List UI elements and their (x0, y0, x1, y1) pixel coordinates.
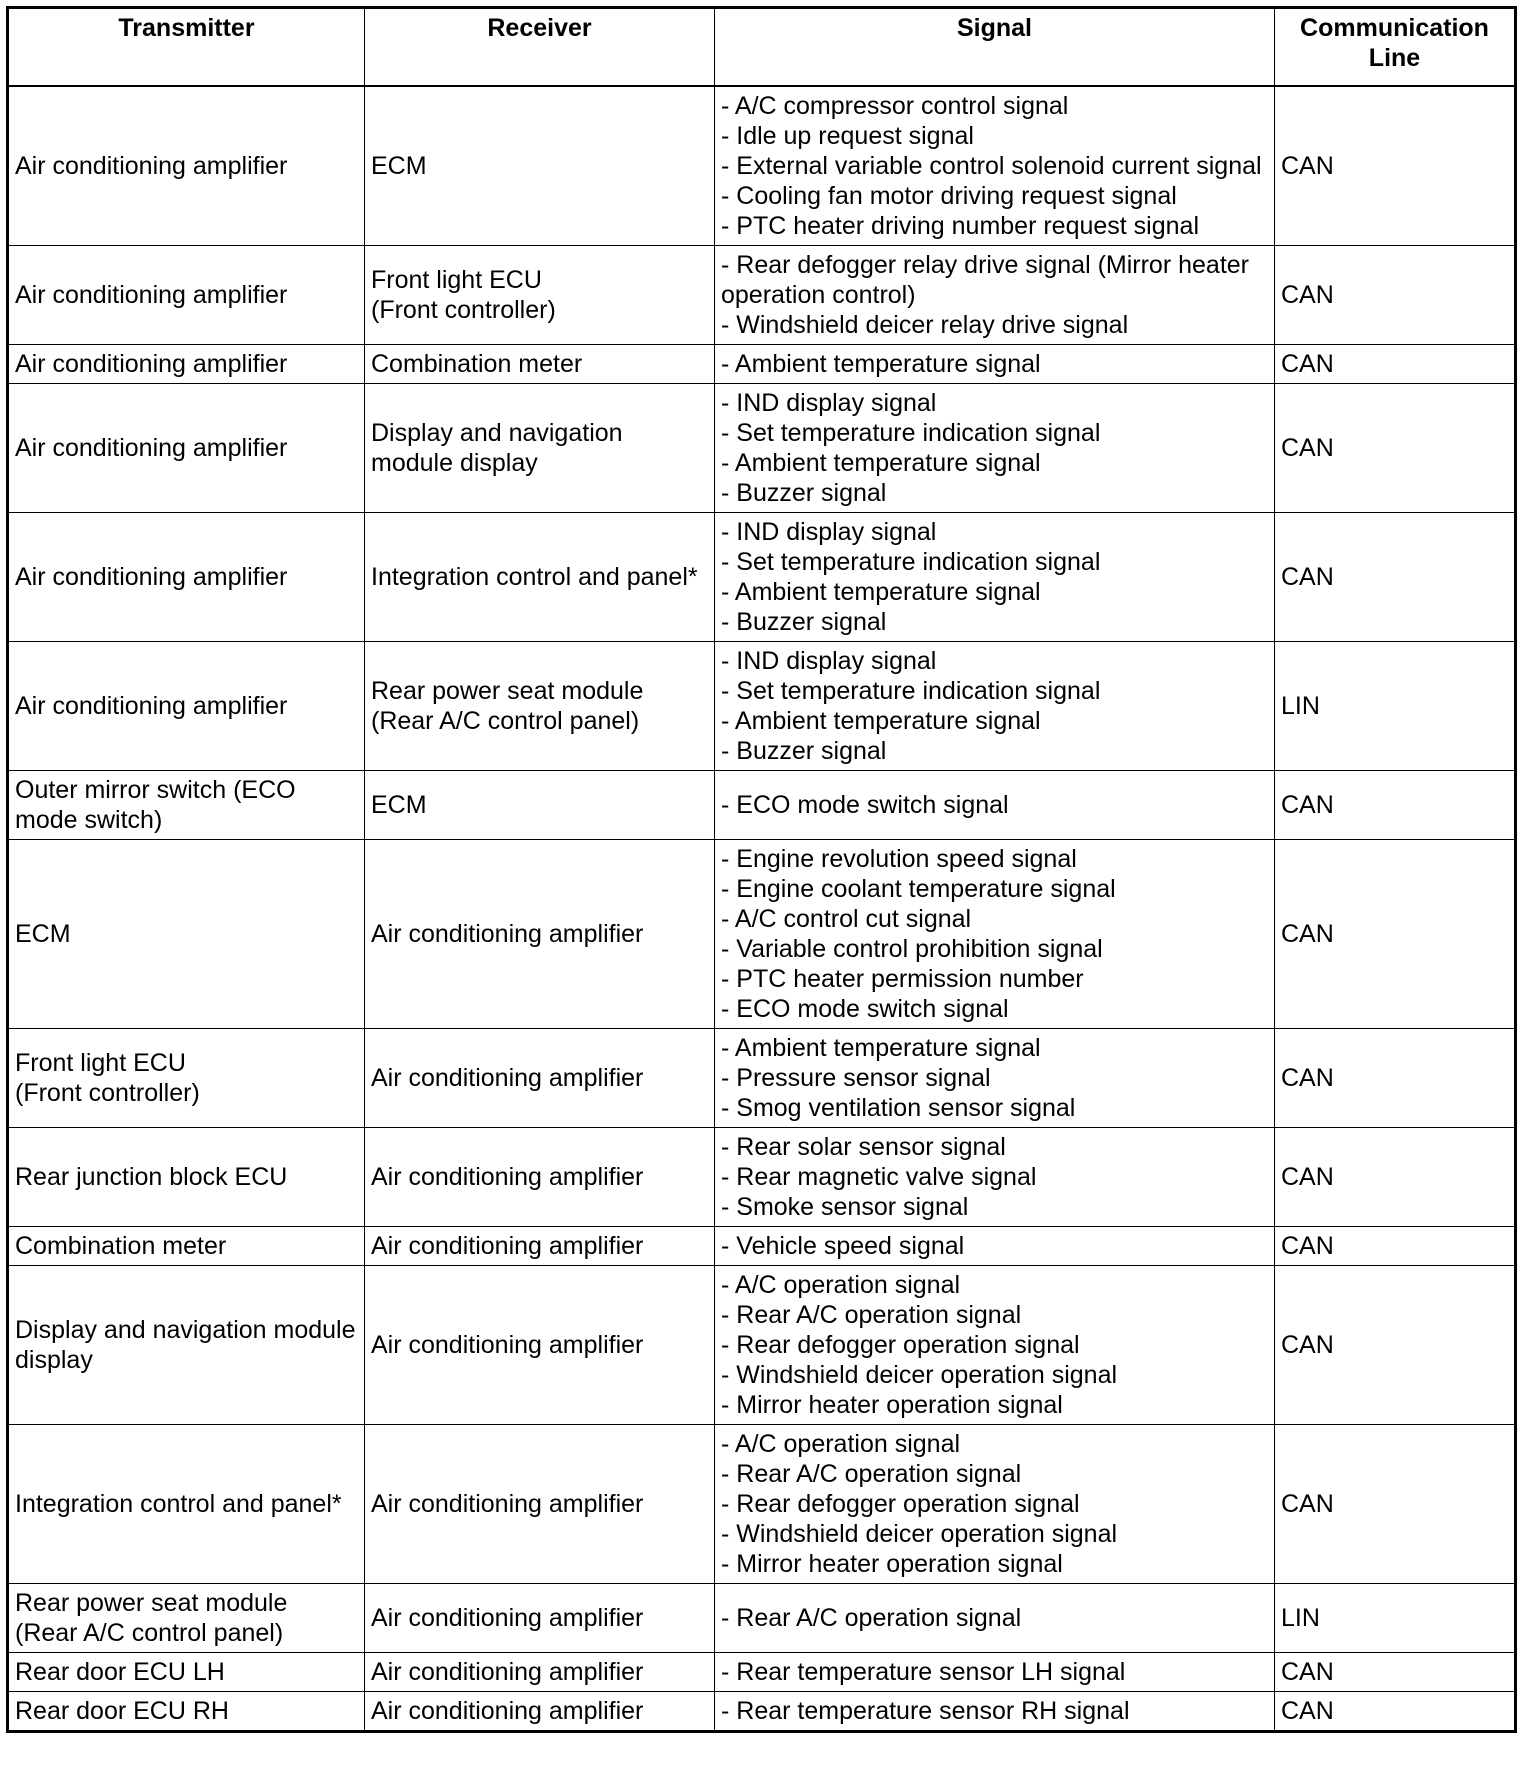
cell-signal: - A/C operation signal - Rear A/C operation signal - Rear defogger operation signal - Windshield deicer operation signal - Mirror heater operation signal (715, 1266, 1275, 1425)
table-row (8, 86, 1516, 246)
cell-line: CAN (1275, 513, 1516, 642)
cell-transmitter: Integration control and panel* (8, 1425, 365, 1584)
header-transmitter: Transmitter (8, 8, 365, 87)
table-row (8, 384, 1516, 513)
cell-transmitter: Air conditioning amplifier (8, 513, 365, 642)
cell-line: CAN (1275, 1692, 1516, 1732)
table-row (8, 345, 1516, 384)
table-row (8, 642, 1516, 771)
cell-line: CAN (1275, 771, 1516, 840)
cell-signal: - Rear temperature sensor LH signal (715, 1653, 1275, 1692)
cell-transmitter: Rear power seat module (Rear A/C control panel) (8, 1584, 365, 1653)
cell-transmitter: Air conditioning amplifier (8, 345, 365, 384)
cell-receiver: Front light ECU (Front controller) (365, 246, 715, 345)
cell-transmitter: Rear junction block ECU (8, 1128, 365, 1227)
cell-transmitter: Air conditioning amplifier (8, 642, 365, 771)
cell-transmitter: Air conditioning amplifier (8, 384, 365, 513)
cell-receiver: Air conditioning amplifier (365, 1584, 715, 1653)
cell-line: CAN (1275, 384, 1516, 513)
cell-signal: - Rear A/C operation signal (715, 1584, 1275, 1653)
cell-signal: - Rear temperature sensor RH signal (715, 1692, 1275, 1732)
cell-receiver: Integration control and panel* (365, 513, 715, 642)
cell-signal: - IND display signal - Set temperature indication signal - Ambient temperature signal - Buzzer signal (715, 384, 1275, 513)
cell-line: CAN (1275, 1227, 1516, 1266)
cell-receiver: Air conditioning amplifier (365, 1653, 715, 1692)
table-row (8, 1227, 1516, 1266)
cell-transmitter: Combination meter (8, 1227, 365, 1266)
header-row (8, 8, 1516, 87)
cell-line: CAN (1275, 840, 1516, 1029)
table-row (8, 1266, 1516, 1425)
cell-transmitter: Air conditioning amplifier (8, 86, 365, 246)
table-row (8, 1029, 1516, 1128)
cell-receiver: Combination meter (365, 345, 715, 384)
cell-signal: - ECO mode switch signal (715, 771, 1275, 840)
cell-receiver: Air conditioning amplifier (365, 1227, 715, 1266)
cell-transmitter: Rear door ECU RH (8, 1692, 365, 1732)
table-row (8, 1584, 1516, 1653)
cell-transmitter: Rear door ECU LH (8, 1653, 365, 1692)
cell-signal: - Engine revolution speed signal - Engine coolant temperature signal - A/C control cut signal - Variable control prohibition signal - PTC heater permission number - ECO mode switch signal (715, 840, 1275, 1029)
cell-line: CAN (1275, 1653, 1516, 1692)
cell-line: CAN (1275, 345, 1516, 384)
cell-signal: - Rear defogger relay drive signal (Mirror heater operation control) - Windshield deicer relay drive signal (715, 246, 1275, 345)
cell-receiver: Air conditioning amplifier (365, 840, 715, 1029)
cell-receiver: Air conditioning amplifier (365, 1266, 715, 1425)
cell-line: LIN (1275, 642, 1516, 771)
cell-receiver: Air conditioning amplifier (365, 1692, 715, 1732)
cell-signal: - IND display signal - Set temperature indication signal - Ambient temperature signal - Buzzer signal (715, 642, 1275, 771)
table-body (8, 86, 1516, 1732)
table-row (8, 1692, 1516, 1732)
cell-signal: - Ambient temperature signal (715, 345, 1275, 384)
cell-signal: - Rear solar sensor signal - Rear magnetic valve signal - Smoke sensor signal (715, 1128, 1275, 1227)
cell-transmitter: ECM (8, 840, 365, 1029)
table-row (8, 246, 1516, 345)
table-row (8, 1653, 1516, 1692)
cell-receiver: Rear power seat module (Rear A/C control panel) (365, 642, 715, 771)
cell-line: CAN (1275, 246, 1516, 345)
cell-receiver: ECM (365, 86, 715, 246)
header-communication-line: Communication Line (1275, 8, 1516, 87)
cell-transmitter: Outer mirror switch (ECO mode switch) (8, 771, 365, 840)
communication-table (6, 6, 1517, 1733)
table-row (8, 513, 1516, 642)
cell-receiver: ECM (365, 771, 715, 840)
cell-line: CAN (1275, 86, 1516, 246)
cell-line: CAN (1275, 1128, 1516, 1227)
cell-line: CAN (1275, 1029, 1516, 1128)
table-row (8, 840, 1516, 1029)
table-row (8, 1128, 1516, 1227)
header-receiver: Receiver (365, 8, 715, 87)
cell-signal: - Vehicle speed signal (715, 1227, 1275, 1266)
cell-receiver: Display and navigation module display (365, 384, 715, 513)
cell-line: CAN (1275, 1425, 1516, 1584)
cell-signal: - A/C operation signal - Rear A/C operation signal - Rear defogger operation signal - Windshield deicer operation signal - Mirror heater operation signal (715, 1425, 1275, 1584)
cell-signal: - Ambient temperature signal - Pressure sensor signal - Smog ventilation sensor signal (715, 1029, 1275, 1128)
cell-line: LIN (1275, 1584, 1516, 1653)
table-header (8, 8, 1516, 87)
cell-line: CAN (1275, 1266, 1516, 1425)
cell-receiver: Air conditioning amplifier (365, 1425, 715, 1584)
cell-transmitter: Air conditioning amplifier (8, 246, 365, 345)
cell-receiver: Air conditioning amplifier (365, 1128, 715, 1227)
cell-signal: - A/C compressor control signal - Idle up request signal - External variable control solenoid current signal - Cooling fan motor driving request signal - PTC heater driving number request signal (715, 86, 1275, 246)
cell-transmitter: Display and navigation module display (8, 1266, 365, 1425)
header-signal: Signal (715, 8, 1275, 87)
cell-transmitter: Front light ECU (Front controller) (8, 1029, 365, 1128)
table-row (8, 771, 1516, 840)
cell-receiver: Air conditioning amplifier (365, 1029, 715, 1128)
cell-signal: - IND display signal - Set temperature indication signal - Ambient temperature signal - Buzzer signal (715, 513, 1275, 642)
table-row (8, 1425, 1516, 1584)
